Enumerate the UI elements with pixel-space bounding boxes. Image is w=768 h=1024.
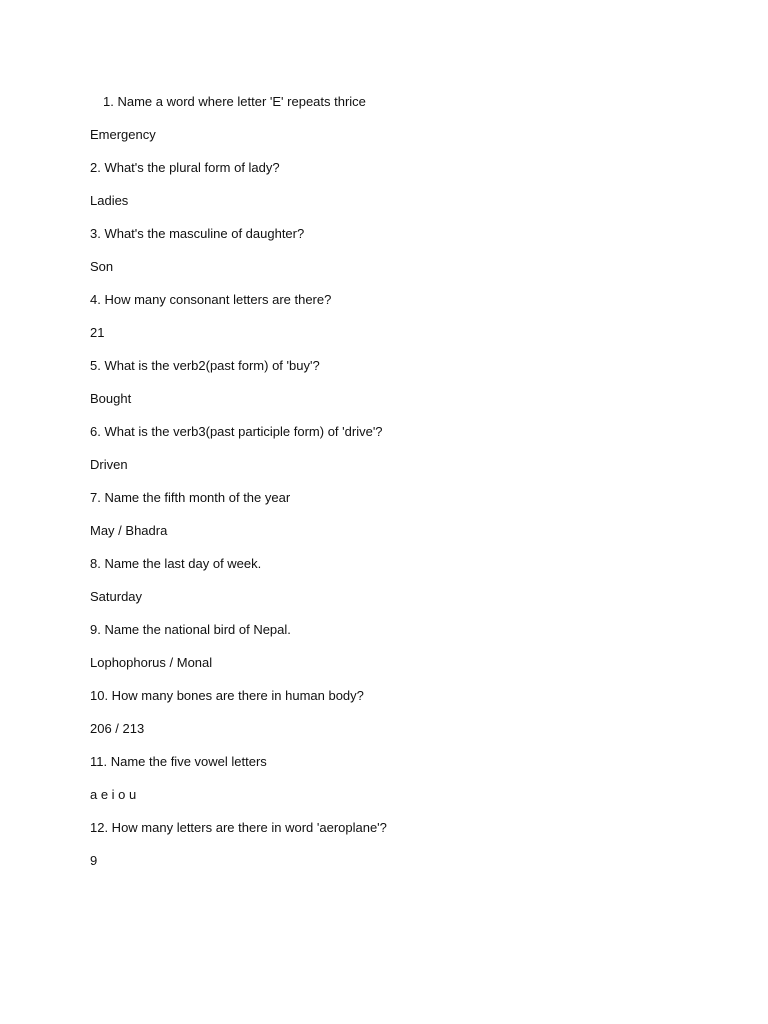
question-10: 10. How many bones are there in human body? [90, 688, 364, 703]
question-2: 2. What's the plural form of lady? [90, 160, 280, 175]
answer-1: Emergency [90, 127, 156, 142]
answer-8: Saturday [90, 589, 143, 604]
answer-12: 9 [90, 853, 98, 868]
question-1: 1. Name a word where letter 'E' repeats thrice [103, 94, 366, 109]
question-11: 11. Name the five vowel letters [90, 754, 267, 769]
question-5: 5. What is the verb2(past form) of 'buy'? [90, 358, 320, 373]
answer-3: Son [90, 259, 114, 274]
question-12: 12. How many letters are there in word 'aeroplane'? [90, 820, 387, 835]
question-3: 3. What's the masculine of daughter? [90, 226, 305, 241]
answer-4: 21 [90, 325, 105, 340]
answer-2: Ladies [90, 193, 129, 208]
question-8: 8. Name the last day of week. [90, 556, 262, 571]
answer-7: May / Bhadra [90, 523, 168, 538]
answer-9: Lophophorus / Monal [90, 655, 213, 670]
question-9: 9. Name the national bird of Nepal. [90, 622, 291, 637]
question-7: 7. Name the fifth month of the year [90, 490, 291, 505]
question-6: 6. What is the verb3(past participle form) of 'drive'? [90, 424, 383, 439]
answer-11: a e i o u [90, 787, 137, 802]
answer-10: 206 / 213 [90, 721, 145, 736]
answer-5: Bought [90, 391, 132, 406]
question-4: 4. How many consonant letters are there? [90, 292, 332, 307]
qa-list [90, 93, 710, 885]
answer-6: Driven [90, 457, 128, 472]
